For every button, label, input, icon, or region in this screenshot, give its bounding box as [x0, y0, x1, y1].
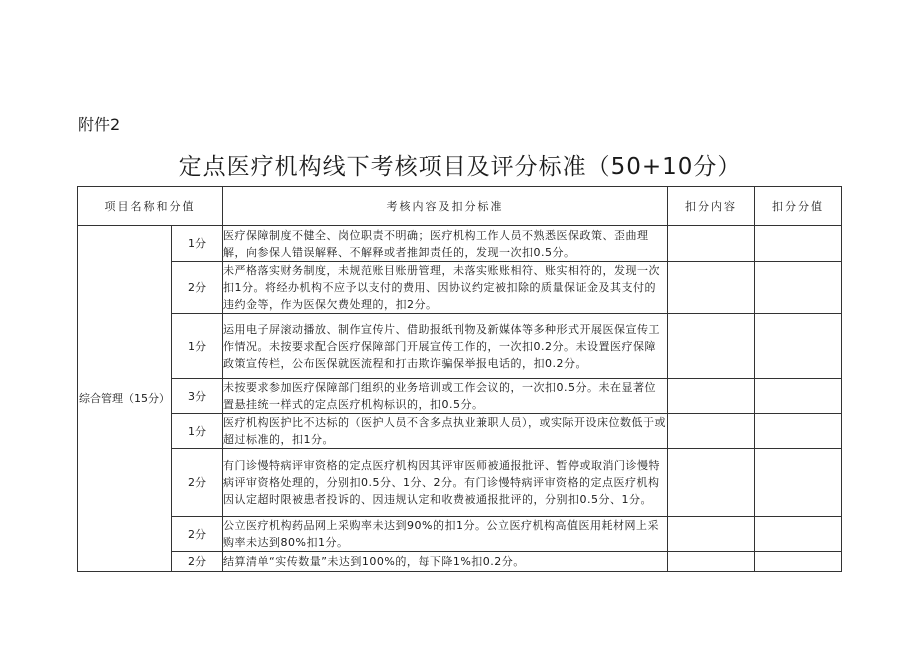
table-row: [78, 517, 842, 552]
deduction-score-cell[interactable]: [755, 226, 842, 262]
deduction-score-cell[interactable]: [755, 262, 842, 314]
deduction-content-cell[interactable]: [668, 414, 755, 449]
document-title: 定点医疗机构线下考核项目及评分标准（50+10分）: [178, 154, 742, 180]
deduction-score-cell[interactable]: [755, 552, 842, 572]
deduction-content-cell[interactable]: [668, 314, 755, 379]
row-content: 未按要求参加医疗保障部门组织的业务培训或工作会议的，一次扣0.5分。未在显著位置悬挂统一样式的定点医疗机构标识的，扣0.5分。: [223, 379, 668, 414]
deduction-score-cell[interactable]: [755, 414, 842, 449]
row-content: 医疗机构医护比不达标的（医护人员不含多点执业兼职人员），或实际开设床位数低于或超过标准的，扣1分。: [223, 414, 668, 449]
attachment-label: 附件2: [78, 115, 121, 134]
deduction-score-cell[interactable]: [755, 449, 842, 517]
table-row: [78, 314, 842, 379]
row-content: 未严格落实财务制度，未规范账目账册管理，未落实账账相符、账实相符的，发现一次扣1分。将经办机构不应予以支付的费用、因协议约定被扣除的质量保证金及其支付的违约金等，作为医保欠费处理的，扣2分。: [223, 262, 668, 314]
row-content: 结算清单“实传数量”未达到100%的，每下降1%扣0.2分。: [223, 552, 668, 572]
table-row: [78, 552, 842, 572]
row-score: 2分: [172, 552, 223, 572]
row-score: 1分: [172, 414, 223, 449]
deduction-content-cell[interactable]: [668, 262, 755, 314]
row-score: 1分: [172, 226, 223, 262]
table-row: [78, 226, 842, 262]
group-label: 综合管理（15分）: [78, 226, 172, 572]
assessment-table: [77, 186, 842, 572]
deduction-content-cell[interactable]: [668, 552, 755, 572]
column-header-deduction-score: 扣分分值: [755, 187, 842, 226]
deduction-content-cell[interactable]: [668, 517, 755, 552]
deduction-score-cell[interactable]: [755, 314, 842, 379]
column-header-content: 考核内容及扣分标准: [223, 187, 668, 226]
table-row: [78, 379, 842, 414]
row-content: 公立医疗机构药品网上采购率未达到90%的扣1分。公立医疗机构高值医用耗材网上采购率未达到80%扣1分。: [223, 517, 668, 552]
column-header-item: 项目名称和分值: [78, 187, 223, 226]
table-row: [78, 414, 842, 449]
table-row: [78, 449, 842, 517]
row-content: 有门诊慢特病评审资格的定点医疗机构因其评审医师被通报批评、暂停或取消门诊慢特病评审资格处理的，分别扣0.5分、1分、2分。有门诊慢特病评审资格的定点医疗机构因认定超时限被患者投诉的、因违规认定和收费被通报批评的，分别扣0.5分、1分。: [223, 449, 668, 517]
deduction-content-cell[interactable]: [668, 226, 755, 262]
row-score: 1分: [172, 314, 223, 379]
row-score: 2分: [172, 517, 223, 552]
row-score: 2分: [172, 262, 223, 314]
row-content: 运用电子屏滚动播放、制作宣传片、借助报纸刊物及新媒体等多种形式开展医保宣传工作情况。未按要求配合医疗保障部门开展宣传工作的，一次扣0.2分。未设置医疗保障政策宣传栏，公布医保就医流程和打击欺诈骗保举报电话的，扣0.2分。: [223, 314, 668, 379]
deduction-score-cell[interactable]: [755, 379, 842, 414]
column-header-deduction-content: 扣分内容: [668, 187, 755, 226]
row-score: 2分: [172, 449, 223, 517]
row-content: 医疗保障制度不健全、岗位职责不明确；医疗机构工作人员不熟悉医保政策、歪曲理解，向参保人错误解释、不解释或者推卸责任的，发现一次扣0.5分。: [223, 226, 668, 262]
table-row: [78, 262, 842, 314]
table-header-row: [78, 187, 842, 226]
row-score: 3分: [172, 379, 223, 414]
deduction-content-cell[interactable]: [668, 449, 755, 517]
deduction-score-cell[interactable]: [755, 517, 842, 552]
deduction-content-cell[interactable]: [668, 379, 755, 414]
